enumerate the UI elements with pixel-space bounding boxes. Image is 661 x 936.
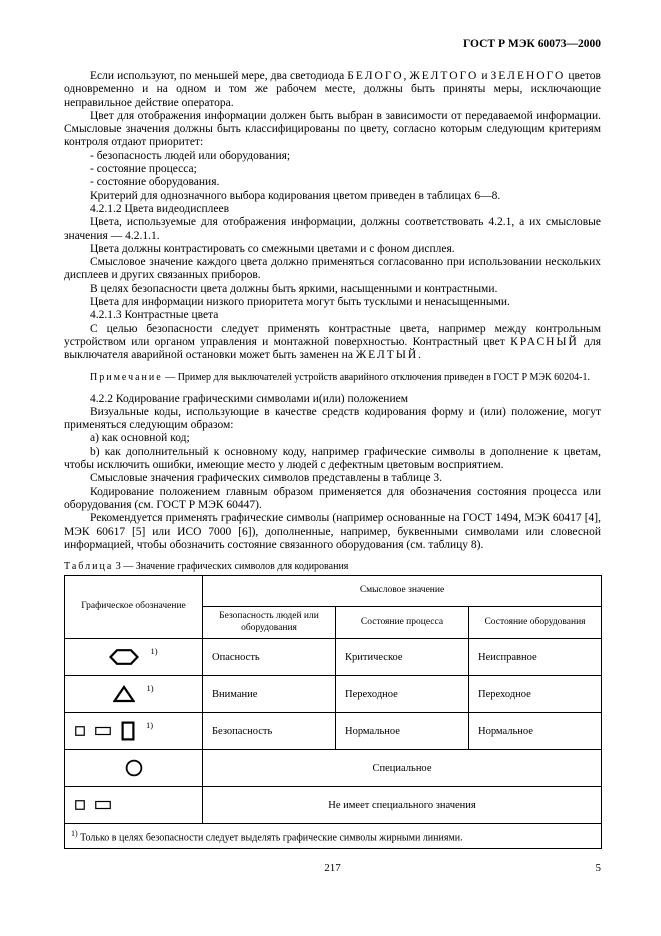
circle-icon — [125, 759, 143, 777]
table-row — [65, 639, 602, 676]
paragraph: Кодирование положением главным образом применяется для обозначения состояния процесса или оборудования (см. ГОСТ Р МЭК 60447). — [64, 485, 601, 511]
doc-header — [64, 38, 601, 50]
meaning-cell: Внимание — [203, 676, 336, 713]
table-row — [65, 676, 602, 713]
triangle-bold-icon — [113, 685, 135, 703]
symbol-cell — [65, 713, 203, 750]
meaning-cell: Безопасность — [203, 713, 336, 750]
meaning-span-cell: Специальное — [203, 750, 602, 787]
paragraph: Цвета для информации низкого приоритета могут быть тусклыми и ненасыщенными. — [90, 296, 510, 309]
symbol-cell — [65, 787, 203, 824]
table-header-row-1 — [65, 576, 602, 607]
symbol-cell — [65, 676, 203, 713]
meaning-cell: Критическое — [336, 639, 469, 676]
paragraph: Критерий для однозначного выбора кодирования цветом приведен в таблицах 6—8. — [90, 189, 501, 202]
table-footnote-row — [65, 824, 602, 849]
paragraph: Смысловые значения графических символов представлены в таблице 3. — [90, 472, 442, 485]
column-header-symbol: Графическое обозначение — [65, 576, 203, 639]
column-header-equipment: Состояние оборудования — [469, 607, 602, 639]
table-caption-text: 3 — Значение графических символов для кодирования — [113, 561, 349, 573]
body-text — [64, 70, 601, 552]
table-footnote — [65, 824, 602, 849]
doc-id: ГОСТ Р МЭК 60073—2000 — [463, 38, 601, 50]
table-body — [65, 639, 602, 824]
hexagon-bold-icon — [109, 648, 139, 666]
symbol-cell — [65, 750, 203, 787]
section-heading: 4.2.1.2 Цвета видеодисплеев — [90, 202, 230, 215]
paragraph: Рекомендуется применять графические символы (например основанные на ГОСТ 1494, МЭК 60417 [4], МЭК 60617 [5] или ИСО 7000 [6]), дополненные, например, буквенными символами или словесной информацией, чтобы обозначить состояние связанного оборудования (см. таблицу 8). — [64, 512, 601, 551]
symbols-table — [64, 575, 602, 849]
symbol-cell — [65, 639, 203, 676]
table-caption — [64, 561, 601, 572]
square-small-icon — [75, 800, 85, 810]
column-group-header: Смысловое значение — [203, 576, 602, 607]
table-caption-label: Таблица — [64, 561, 114, 573]
rect-tall-bold-icon — [121, 721, 135, 741]
meaning-span-cell: Не имеет специального значения — [203, 787, 602, 824]
rect-flat-icon — [95, 726, 111, 736]
list-item: - состояние оборудования. — [90, 176, 220, 189]
section-heading: 4.2.2 Кодирование графическими символами и(или) положением — [90, 392, 408, 405]
paragraph: В целях безопасности цвета должны быть яркими, насыщенными и контрастными. — [90, 282, 498, 295]
list-item: - состояние процесса; — [90, 163, 197, 176]
paragraph: Цвет для отображения информации должен быть выбран в зависимости от передаваемой информации. Смысловые значения должны быть классифицированы по цвету, согласно которым следующим критериям контроля отдают приоритет: — [64, 109, 601, 149]
meaning-cell: Нормальное — [336, 713, 469, 750]
paragraph: С целью безопасности следует применять контрастные цвета, например между контрольным устройством или органом управления и монтажной поверхностью. Контрастный цвет КРАСНЫЙ для выключателя аварийной остановки может быть заменен на ЖЕЛТЫЙ. — [64, 322, 601, 362]
paragraph: Цвета должны контрастировать со смежными цветами и с фоном дисплея. — [90, 242, 455, 255]
page-footer — [64, 862, 601, 874]
column-header-safety: Безопасность людей или оборудования — [203, 607, 336, 639]
section-heading: 4.2.1.3 Контрастные цвета — [90, 309, 219, 322]
footnote-marker: 1) — [71, 829, 78, 839]
meaning-cell: Переходное — [336, 676, 469, 713]
list-item: b) как дополнительный к основному коду, например графические символы в дополнение к цветам, чтобы исключить ошибки, имеющие место у людей с дефектным цветовым восприятием. — [64, 445, 601, 472]
list-item: - безопасность людей или оборудования; — [90, 149, 291, 162]
page-number-center: 217 — [324, 862, 341, 875]
note: Примечание — Пример для выключателей устройств аварийного отключения приведен в ГОСТ Р МЭК 60204-1. — [90, 371, 591, 383]
footnote-ref: 1) — [146, 720, 154, 731]
table-row — [65, 750, 602, 787]
paragraph: Визуальные коды, использующие в качестве средств кодирования форму и (или) положение, могут применяться следующим образом: — [64, 405, 601, 432]
footnote-text: Только в целях безопасности следует выделять графические символы жирными линиями. — [77, 832, 463, 844]
meaning-cell: Неисправное — [469, 639, 602, 676]
square-small-icon — [75, 726, 85, 736]
footnote-ref: 1) — [150, 646, 158, 657]
list-item: a) как основной код; — [90, 432, 190, 445]
meaning-cell: Опасность — [203, 639, 336, 676]
footnote-ref: 1) — [146, 683, 154, 694]
table-row — [65, 713, 602, 750]
meaning-cell: Нормальное — [469, 713, 602, 750]
page-number-right: 5 — [595, 862, 601, 875]
paragraph: Смысловое значение каждого цвета должно применяться согласованно при использовании нескольких дисплеев и других связанных приборов. — [64, 256, 601, 282]
paragraph: Если используют, по меньшей мере, два светодиода БЕЛОГО, ЖЕЛТОГО и ЗЕЛЕНОГО цветов одновременно и на одном и том же рабочем месте, должны быть приняты меры, исключающие неправильное действие оператора. — [64, 70, 601, 109]
rect-flat-icon — [95, 800, 111, 810]
column-header-process: Состояние процесса — [336, 607, 469, 639]
paragraph: Цвета, используемые для отображения информации, должны соответствовать 4.2.1, а их смысловые значения — 4.2.1.1. — [64, 216, 601, 242]
meaning-cell: Переходное — [469, 676, 602, 713]
table-row — [65, 787, 602, 824]
